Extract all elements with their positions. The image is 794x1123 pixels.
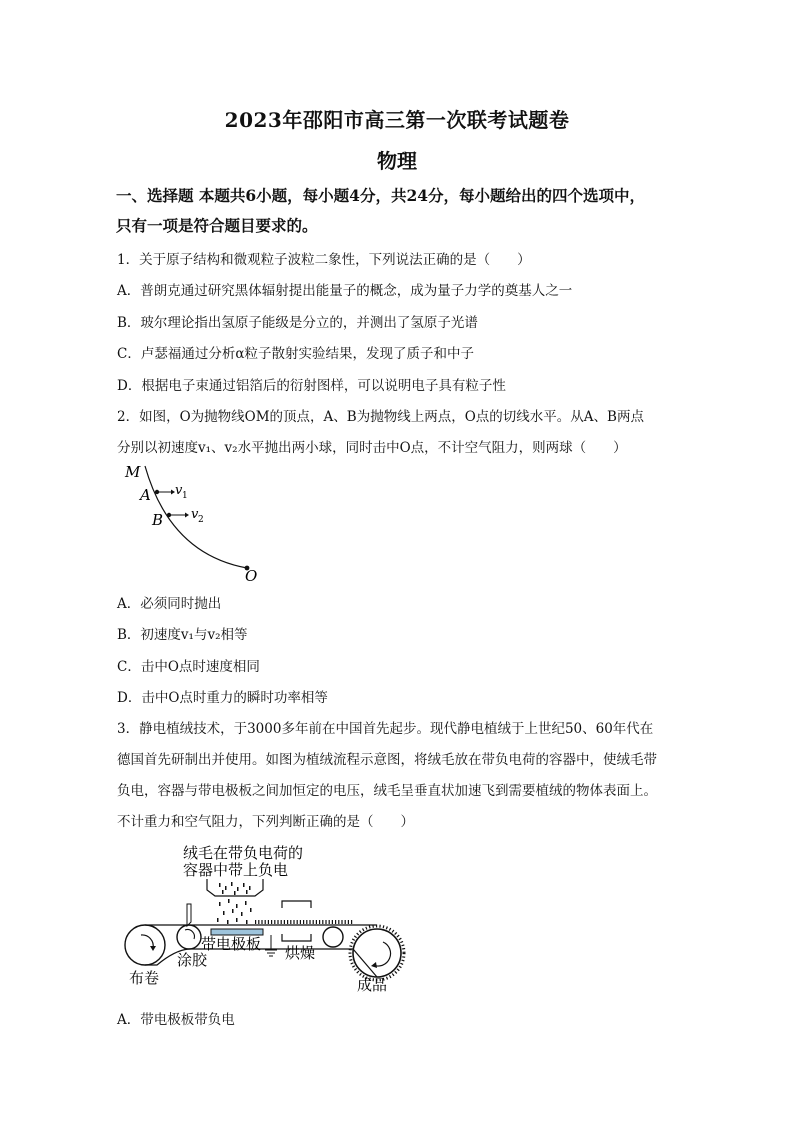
q2-option-d: D．击中O点时重力的瞬时功率相等 <box>117 690 328 706</box>
label-v1-sub: 1 <box>182 491 188 501</box>
q3-option-a: A．带电极板带负电 <box>117 1012 235 1028</box>
label-v2-sub: 2 <box>198 515 204 525</box>
label-v1: v <box>175 483 183 498</box>
dryer-top <box>282 901 311 908</box>
exam-title: 2023年邵阳市高三第一次联考试题卷 <box>224 108 570 132</box>
fibers-in-container <box>219 882 251 895</box>
subject-title: 物理 <box>377 149 417 173</box>
label-o: O <box>245 567 258 585</box>
flocking-process-figure <box>115 838 415 998</box>
glue-blade <box>187 904 191 926</box>
glue-label: 涂胶 <box>177 951 208 969</box>
q1-option-c: C．卢瑟福通过分析α粒子散射实验结果，发现了质子和中子 <box>117 346 474 362</box>
guide-roller <box>323 927 343 947</box>
q3-stem-line3: 负电，容器与带电极板之间加恒定的电压，绒毛呈垂直状加速飞到需要植绒的物体表面上。 <box>117 783 657 799</box>
dry-label: 烘燥 <box>285 944 316 962</box>
q2-stem-line1: 2．如图，O为抛物线OM的顶点，A、B为抛物线上两点，O点的切线水平。从A、B两点 <box>117 409 644 425</box>
q1-option-a: A．普朗克通过研究黑体辐射提出能量子的概念，成为量子力学的奠基人之一 <box>117 283 573 299</box>
container-label-line1: 绒毛在带负电荷的 <box>183 844 304 862</box>
label-b: B <box>152 511 164 529</box>
plate-label: 带电极板 <box>201 935 262 953</box>
glue-roller-rotation <box>185 930 194 939</box>
product-roll <box>353 929 401 977</box>
q3-stem-line4: 不计重力和空气阻力，下列判断正确的是（ ） <box>117 814 414 830</box>
cloth-roll <box>125 925 165 965</box>
q2-option-b: B．初速度v₁与v₂相等 <box>117 627 248 643</box>
parabola-figure <box>115 458 275 586</box>
q1-stem: 1．关于原子结构和微观粒子波粒二象性，下列说法正确的是（ ） <box>117 252 531 268</box>
section-heading-line2: 只有一项是符合题目要求的。 <box>116 216 318 235</box>
product-roll-arrowhead <box>371 962 377 968</box>
flying-fibers <box>217 899 252 924</box>
product-label: 成品 <box>357 976 388 994</box>
glue-roller <box>177 925 201 949</box>
q3-stem-line1: 3．静电植绒技术，于3000多年前在中国首先起步。现代静电植绒于上世纪50、60年代在 <box>117 721 654 737</box>
q2-option-c: C．击中O点时速度相同 <box>117 659 260 675</box>
q2-option-a: A．必须同时抛出 <box>117 596 222 612</box>
cloth-roll-label: 布卷 <box>129 969 160 987</box>
cloth-roll-arrowhead <box>150 946 156 951</box>
label-v2: v <box>191 507 199 522</box>
section-heading-line1: 一、选择题 本题共6小题，每小题4分，共24分，每小题给出的四个选项中， <box>116 186 646 205</box>
q1-option-b: B．玻尔理论指出氢原子能级是分立的，并测出了氢原子光谱 <box>117 315 478 331</box>
product-roll-fibers <box>350 926 404 980</box>
q2-stem-line2: 分别以初速度v₁、v₂水平抛出两小球，同时击中O点，不计空气阻力，则两球（ ） <box>117 440 627 456</box>
q1-option-d: D．根据电子束通过铝箔后的衍射图样，可以说明电子具有粒子性 <box>117 378 506 394</box>
container-label-line2: 容器中带上负电 <box>183 861 289 879</box>
label-a: A <box>140 486 151 504</box>
dryer-bottom <box>282 934 311 941</box>
label-m: M <box>125 463 141 481</box>
q3-stem-line2: 德国首先研制出并使用。如图为植绒流程示意图，将绒毛放在带负电荷的容器中，使绒毛带 <box>117 752 657 768</box>
v2-arrowhead <box>185 513 189 518</box>
